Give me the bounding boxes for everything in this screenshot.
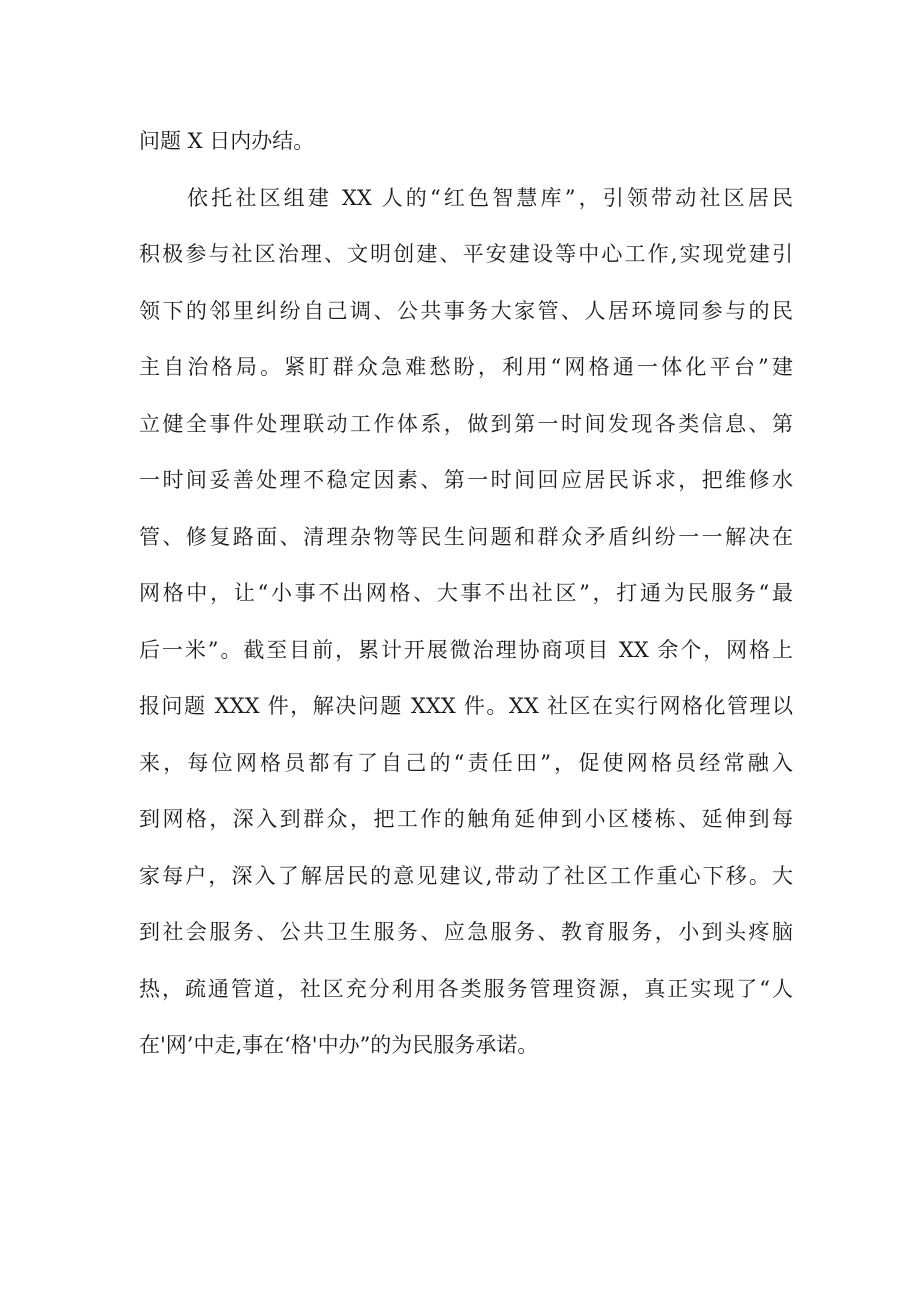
- text-line: 来，每位网格员都有了自己的“责任田”，促使网格员经常融入: [139, 750, 793, 775]
- text-line: 报问题 XXX 件，解决问题 XXX 件。XX 社区在实行网格化管理以: [139, 694, 793, 718]
- text-line: 问题 X 日内办结。: [139, 129, 315, 153]
- text-line: 网格中，让“小事不出网格、大事不出社区”，打通为民服务“最: [139, 581, 793, 605]
- paragraph-last-line: 在'网’中走,事在‘格'中办”的为民服务承诺。: [139, 1033, 539, 1057]
- body-text: [139, 113, 793, 1074]
- text-line: 立健全事件处理联动工作体系，做到第一时间发现各类信息、第: [139, 411, 793, 436]
- text-line: 领下的邻里纠纷自己调、公共事务大家管、人居环境同参与的民: [139, 298, 793, 323]
- paragraph-first-line: 依托社区组建 XX 人的“红色智慧库”，引领带动社区居民: [187, 185, 793, 210]
- text-line: 后一米”。截至目前，累计开展微治理协商项目 XX 余个，网格上: [139, 637, 793, 662]
- text-line: 一时间妥善处理不稳定因素、第一时间回应居民诉求，把维修水: [139, 468, 793, 492]
- text-line: 家每户，深入了解居民的意见建议,带动了社区工作重心下移。大: [139, 863, 793, 888]
- text-line: 管、修复路面、清理杂物等民生问题和群众矛盾纠纷一一解决在: [139, 524, 793, 549]
- text-line: 到网格，深入到群众，把工作的触角延伸到小区楼栋、延伸到每: [139, 807, 793, 831]
- text-line: 积极参与社区治理、文明创建、平安建设等中心工作,实现党建引: [139, 242, 793, 266]
- text-line: 热，疏通管道，社区充分利用各类服务管理资源，真正实现了“人: [139, 976, 793, 1001]
- text-line: 到社会服务、公共卫生服务、应急服务、教育服务，小到头疼脑: [139, 920, 793, 944]
- text-line: 主自治格局。紧盯群众急难愁盼，利用“网格通一体化平台”建: [139, 355, 793, 379]
